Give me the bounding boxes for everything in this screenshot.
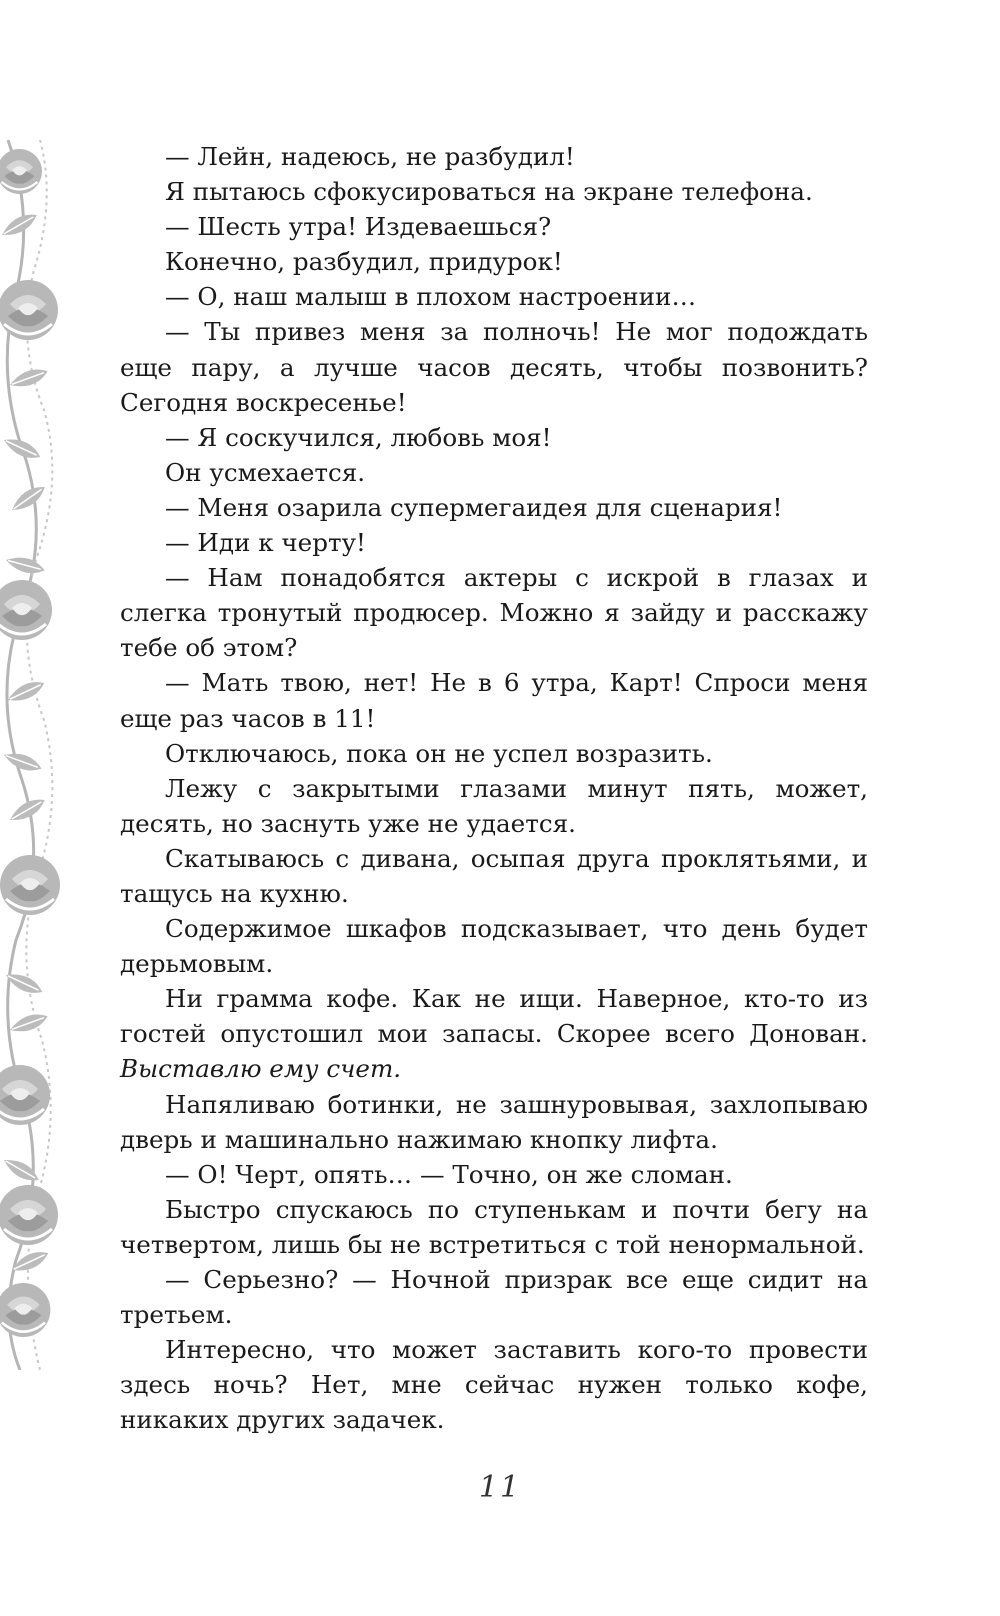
- paragraph: Он усмехается.: [165, 457, 366, 487]
- paragraph: — Серьезно? — Ночной призрак все еще сидит на третьем.: [120, 1265, 868, 1330]
- rose-vine-border-ornament: [0, 140, 80, 1370]
- paragraph-coffee-text: Ни грамма кофе. Как не ищи. Наверное, кто-то из гостей опустошил мои запасы. Скорее всего Донован.: [120, 984, 868, 1049]
- paragraph: — Шесть утра! Издеваешься?: [165, 212, 552, 242]
- paragraph-coffee-italic: Выставлю ему счет.: [120, 1054, 402, 1084]
- paragraph: Отключаюсь, пока он не успел возразить.: [165, 738, 713, 768]
- page-number: 11: [478, 1470, 522, 1505]
- paragraph: — О! Черт, опять… — Точно, он же сломан.: [165, 1159, 733, 1189]
- paragraph: — Лейн, надеюсь, не разбудил!: [165, 142, 575, 171]
- paragraph: Быстро спускаюсь по ступенькам и почти бегу на четвертом, лишь бы не встретиться с той ненормальной.: [120, 1194, 868, 1259]
- paragraph: Лежу с закрытыми глазами минут пять, может, десять, но заснуть уже не удается.: [120, 773, 868, 838]
- paragraph: — Мать твою, нет! Не в 6 утра, Карт! Спроси меня еще раз часов в 11!: [120, 668, 868, 733]
- paragraph: Конечно, разбудил, придурок!: [165, 247, 563, 277]
- paragraph: — Иди к черту!: [165, 528, 366, 558]
- paragraph: Напяливаю ботинки, не зашнуровывая, захлопываю дверь и машинально нажимаю кнопку лифта.: [120, 1089, 868, 1154]
- paragraph: — Меня озарила супермегаидея для сценария!: [165, 492, 783, 522]
- paragraph: Я пытаюсь сфокусироваться на экране телефона.: [165, 177, 813, 207]
- paragraph: Содержимое шкафов подсказывает, что день будет дерьмовым.: [120, 914, 868, 979]
- paragraph: — Нам понадобятся актеры с искрой в глазах и слегка тронутый продюсер. Можно я зайду и расскажу тебе об этом?: [120, 563, 868, 663]
- paragraph-coffee: [120, 981, 868, 1086]
- paragraph: Интересно, что может заставить кого-то провести здесь ночь? Нет, мне сейчас нужен только кофе, никаких других задачек.: [120, 1335, 868, 1435]
- body-text: [120, 139, 868, 1437]
- paragraph: — Я соскучился, любовь моя!: [165, 422, 552, 452]
- paragraph: — О, наш малыш в плохом настроении…: [165, 282, 697, 312]
- paragraph: — Ты привез меня за полночь! Не мог подождать еще пару, а лучше часов десять, чтобы позвонить? Сегодня воскресенье!: [120, 317, 868, 417]
- paragraph: Скатываюсь с дивана, осыпая друга проклятьями, и тащусь на кухню.: [120, 843, 868, 908]
